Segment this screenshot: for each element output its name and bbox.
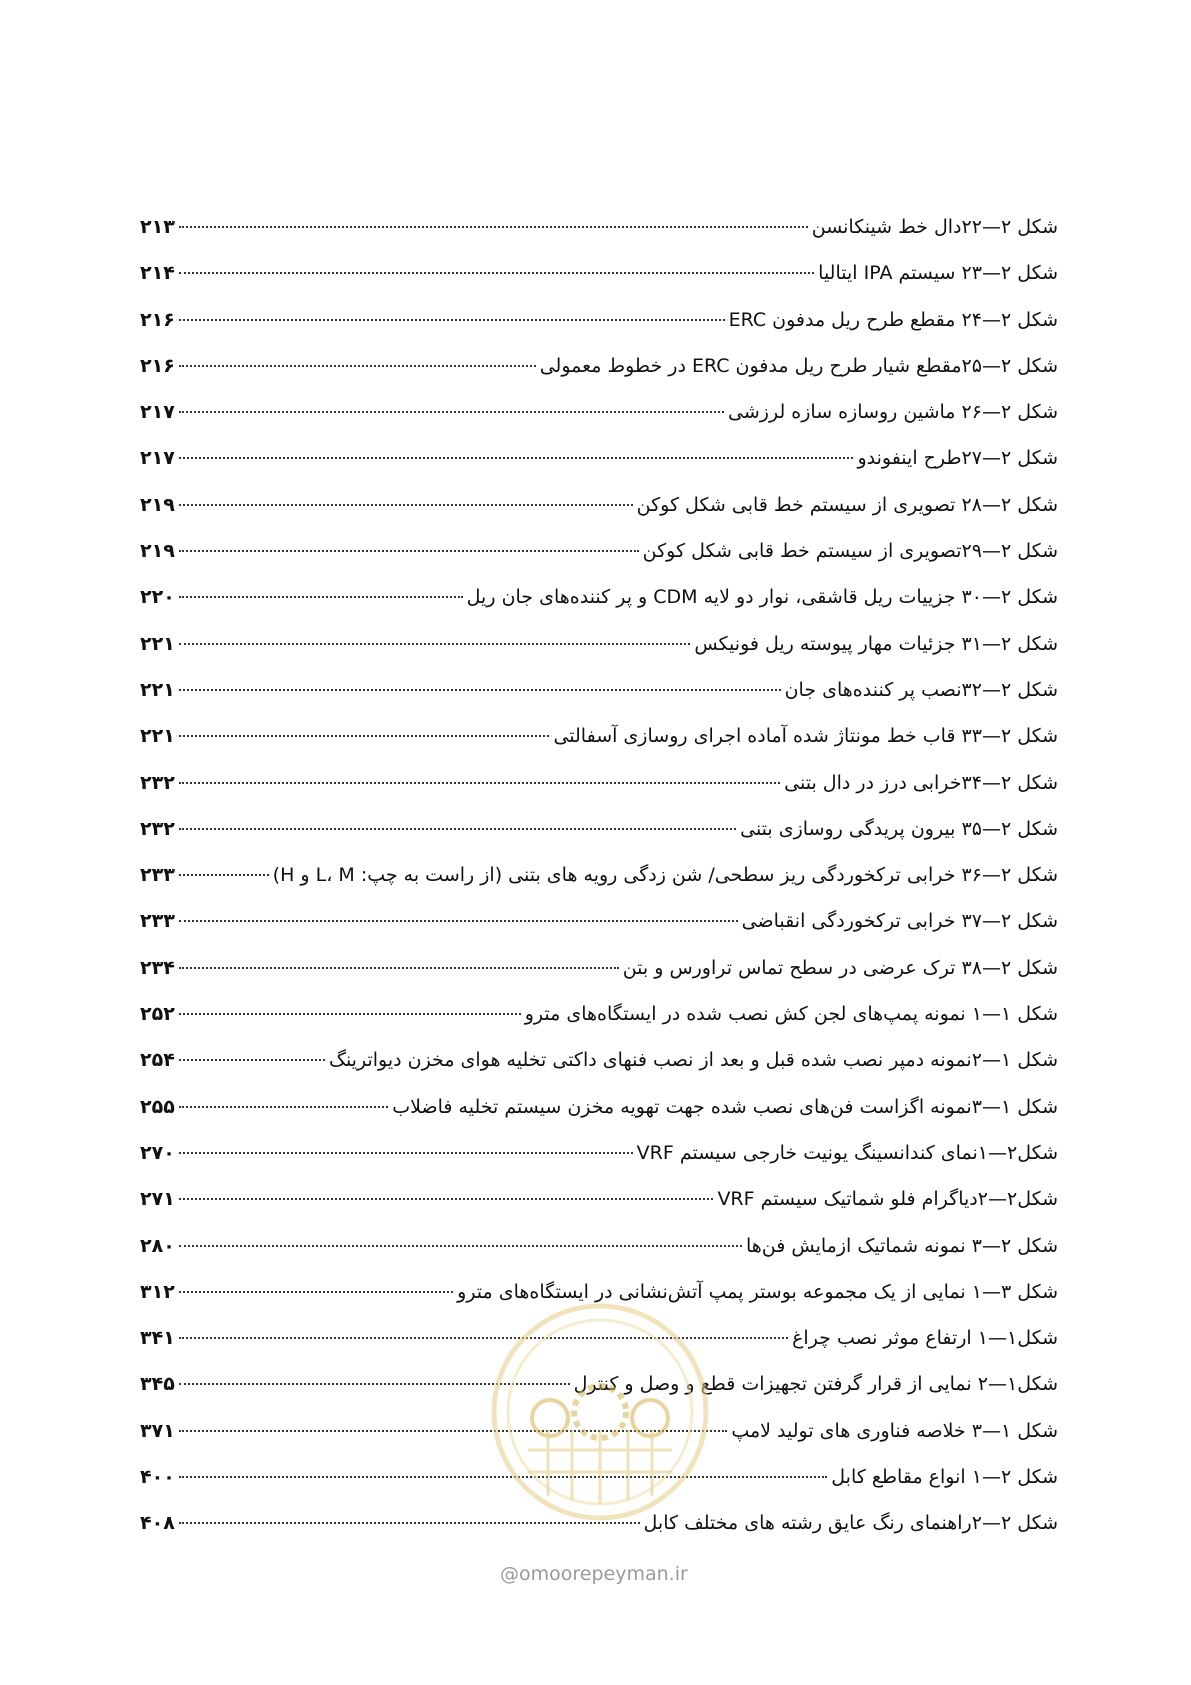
toc-row[interactable] [140, 910, 1058, 956]
toc-row[interactable] [140, 309, 1058, 355]
toc-page-number: ۲۲۱ [140, 725, 175, 748]
toc-entry-title: شکل ۲—۳۲نصب پر کننده‌های جان [784, 678, 1058, 701]
toc-entry-title: شکل ۲—۳ نمونه شماتیک ازمایش فن‌ها [745, 1234, 1058, 1257]
toc-entry-title: شکل ۲—۲۴ مقطع طرح ریل مدفون ERC [728, 308, 1058, 331]
dot-leader [179, 550, 639, 552]
watermark-website: @omoorepeyman.ir [500, 1563, 688, 1585]
toc-page-number: ۲۷۱ [140, 1188, 175, 1211]
toc-row[interactable] [140, 1003, 1058, 1049]
dot-leader [179, 226, 808, 228]
toc-page-number: ۲۱۶ [140, 354, 175, 377]
toc-entry-title: شکل ۲—۳۶ خرابی ترکخوردگی ریز سطحی/ شن زدگی رویه های بتنی (از راست به چپ: L، M و H) [272, 864, 1058, 887]
dot-leader [179, 1291, 453, 1293]
toc-row[interactable] [140, 355, 1058, 401]
toc-row[interactable] [140, 540, 1058, 586]
toc-page-number: ۳۱۲ [140, 1280, 175, 1303]
dot-leader [179, 1106, 388, 1108]
dot-leader [179, 319, 725, 321]
dot-leader [179, 782, 780, 784]
toc-entry-title: شکل۱—۱ ارتفاع موثر نصب چراغ [792, 1327, 1058, 1350]
toc-row[interactable] [140, 725, 1058, 771]
toc-page-number: ۲۱۹ [140, 540, 175, 563]
dot-leader [179, 1059, 325, 1061]
toc-entry-title: شکل ۳—۱ نمایی از یک مجموعه بوستر پمپ آتش‌نشانی در ایستگاه‌های مترو [457, 1280, 1058, 1303]
toc-row[interactable] [140, 1142, 1058, 1188]
toc-entry-title: شکل ۲—۲۵مقطع شیار طرح ریل مدفون ERC در خطوط معمولی [539, 354, 1058, 377]
toc-entry-title: شکل ۲—۲راهنمای رنگ عایق رشته های مختلف کابل [643, 1512, 1058, 1535]
toc-page-number: ۲۳۲ [140, 817, 175, 840]
toc-row[interactable] [140, 679, 1058, 725]
toc-page-number: ۲۱۷ [140, 447, 175, 470]
toc-entry-title: شکل ۱—۱ نمونه پمپ‌های لجن کش نصب شده در ایستگاه‌های مترو [524, 1003, 1058, 1026]
toc-entry-title: شکل ۲—۳۷ خرابی ترکخوردگی انقباضی [741, 910, 1058, 933]
toc-entry-title: شکل ۲—۳۳ قاب خط مونتاژ شده آماده اجرای روسازی آسفالتی [553, 725, 1058, 748]
toc-row[interactable] [140, 586, 1058, 632]
toc-entry-title: شکل ۲—۲۶ ماشین روسازه سازه لرزشی [728, 401, 1058, 424]
dot-leader [179, 272, 814, 274]
toc-row[interactable] [140, 1096, 1058, 1142]
toc-entry-title: شکل ۱—۲نمونه دمپر نصب شده قبل و بعد از نصب فنهای داکتی تخلیه هوای مخزن دیواترینگ [328, 1049, 1058, 1072]
dot-leader [179, 1013, 521, 1015]
toc-row[interactable] [140, 447, 1058, 493]
toc-entry-title: شکل ۲—۳۵ بیرون پریدگی روسازی بتنی [740, 817, 1058, 840]
toc-page-number: ۲۱۳ [140, 216, 175, 238]
toc-page-number: ۴۰۰ [140, 1466, 175, 1489]
toc-row[interactable] [140, 864, 1058, 910]
dot-leader [179, 967, 619, 969]
dot-leader [179, 828, 736, 830]
toc-row[interactable] [140, 1188, 1058, 1234]
toc-entry-title: شکل۲—۱نمای کندانسینگ یونیت خارجی سیستم VRF [636, 1141, 1058, 1164]
dot-leader [179, 457, 854, 459]
toc-page-number: ۲۳۲ [140, 771, 175, 794]
toc-entry-title: شکل ۲—۲۷طرح اینفوندو [857, 447, 1058, 470]
toc-row[interactable] [140, 772, 1058, 818]
toc-entry-title: شکل ۲—۳۱ جزئیات مهار پیوسته ریل فونیکس [694, 632, 1058, 655]
toc-row[interactable] [140, 401, 1058, 447]
toc-row[interactable] [140, 494, 1058, 540]
toc-entry-title: شکل ۲—۲۳ سیستم IPA ایتالیا [818, 262, 1058, 285]
dot-leader [179, 504, 633, 506]
toc-page-number: ۲۵۴ [140, 1049, 175, 1072]
toc-row[interactable] [140, 1235, 1058, 1281]
toc-page-number: ۲۲۰ [140, 586, 175, 609]
toc-row[interactable] [140, 957, 1058, 1003]
toc-page-number: ۳۷۱ [140, 1419, 175, 1442]
dot-leader [179, 1198, 714, 1200]
dot-leader [179, 1245, 742, 1247]
dot-leader [179, 1152, 633, 1154]
dot-leader [179, 735, 550, 737]
toc-row[interactable] [140, 216, 1058, 262]
toc-page-number: ۲۱۶ [140, 308, 175, 331]
toc-row[interactable] [140, 262, 1058, 308]
dot-leader [179, 920, 738, 922]
toc-page-number: ۲۸۰ [140, 1234, 175, 1257]
toc-entry-title: شکل ۱—۳ خلاصه فناوری های تولید لامپ [731, 1419, 1058, 1442]
toc-page-number: ۳۴۱ [140, 1327, 175, 1350]
toc-page-number: ۲۷۰ [140, 1141, 175, 1164]
toc-entry-title: شکل ۲—۳۰ جزییات ریل قاشقی، نوار دو لایه CDM و پر کننده‌های جان ریل [466, 586, 1058, 609]
toc-entry-title: شکل ۲—۳۴خرابی درز در دال بتنی [784, 771, 1058, 794]
toc-page-number: ۲۲۱ [140, 632, 175, 655]
toc-row[interactable] [140, 1049, 1058, 1095]
toc-entry-title: شکل ۱—۳نمونه اگزاست فن‌های نصب شده جهت تهویه مخزن سیستم تخلیه فاضلاب [392, 1095, 1058, 1118]
toc-page-number: ۲۱۷ [140, 401, 175, 424]
toc-entry-title: شکل۱—۲ نمایی از قرار گرفتن تجهیزات قطع و وصل و کنترل [573, 1373, 1058, 1396]
toc-page-number: ۲۳۳ [140, 864, 175, 887]
watermark-logo [488, 1300, 712, 1524]
toc-entry-title: شکل ۲—۲۲دال خط شینکانسن [811, 216, 1058, 238]
toc-entry-title: شکل ۲—۳۸ ترک عرضی در سطح تماس تراورس و بتن [622, 956, 1058, 979]
toc-page-number: ۲۵۲ [140, 1003, 175, 1026]
toc-row[interactable] [140, 818, 1058, 864]
toc-page-number: ۲۵۵ [140, 1095, 175, 1118]
toc-entry-title: شکل ۲—۲۸ تصویری از سیستم خط قابی شکل کوکن [636, 493, 1058, 516]
toc-page-number: ۲۳۴ [140, 956, 175, 979]
toc-entry-title: شکل۲—۲دیاگرام فلو شماتیک سیستم VRF [717, 1188, 1058, 1211]
toc-page-number: ۴۰۸ [140, 1512, 175, 1535]
toc-page-number: ۲۲۱ [140, 678, 175, 701]
toc-entry-title: شکل ۲—۱ انواع مقاطع کابل [831, 1466, 1058, 1489]
dot-leader [179, 411, 724, 413]
dot-leader [179, 874, 269, 876]
toc-page-number: ۳۴۵ [140, 1373, 175, 1396]
dot-leader [179, 689, 781, 691]
toc-page-number: ۲۱۹ [140, 493, 175, 516]
dot-leader [179, 643, 691, 645]
toc-row[interactable] [140, 633, 1058, 679]
dot-leader [179, 596, 463, 598]
toc-entry-title: شکل ۲—۲۹تصویری از سیستم خط قابی شکل کوکن [642, 540, 1058, 563]
toc-page-number: ۲۱۴ [140, 262, 175, 285]
toc-page-number: ۲۳۳ [140, 910, 175, 933]
dot-leader [179, 365, 536, 367]
